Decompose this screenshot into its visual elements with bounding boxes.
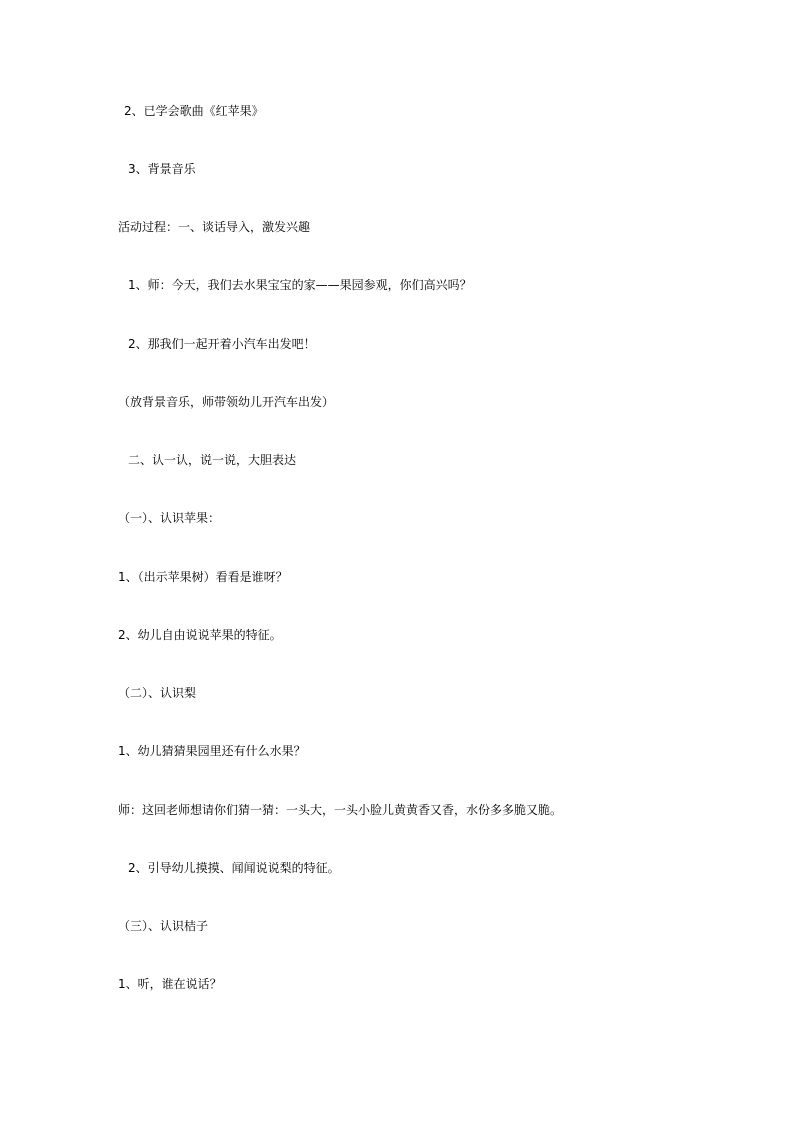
text-line: 2、那我们一起开着小汽车出发吧！ <box>128 337 316 351</box>
text-line: 3、背景音乐 <box>128 162 196 176</box>
text-line: 1、听，谁在说话？ <box>118 977 222 991</box>
text-line: （二）、认识梨 <box>118 686 197 700</box>
text-line: （一）、认识苹果： <box>118 511 221 525</box>
text-line: 2、已学会歌曲《红苹果》 <box>124 104 264 118</box>
text-line: （放背景音乐，师带领幼儿开汽车出发） <box>118 395 335 409</box>
text-line: 活动过程：一、谈话导入，激发兴趣 <box>118 220 311 234</box>
text-line: （三）、认识桔子 <box>118 919 209 933</box>
text-line: 1、（出示苹果树）看看是谁呀？ <box>118 570 288 584</box>
text-line: 师：这回老师想请你们猜一猜：一头大，一头小脸儿黄黄香又香，水份多多脆又脆。 <box>118 803 563 817</box>
text-line: 二、认一认，说一说，大胆表达 <box>128 453 297 467</box>
text-line: 1、师：今天，我们去水果宝宝的家——果园参观，你们高兴吗？ <box>128 278 472 292</box>
text-line: 1、幼儿猜猜果园里还有什么水果？ <box>118 744 306 758</box>
text-line: 2、幼儿自由说说苹果的特征。 <box>118 628 282 642</box>
text-line: 2、引导幼儿摸摸、闻闻说说梨的特征。 <box>128 861 340 875</box>
